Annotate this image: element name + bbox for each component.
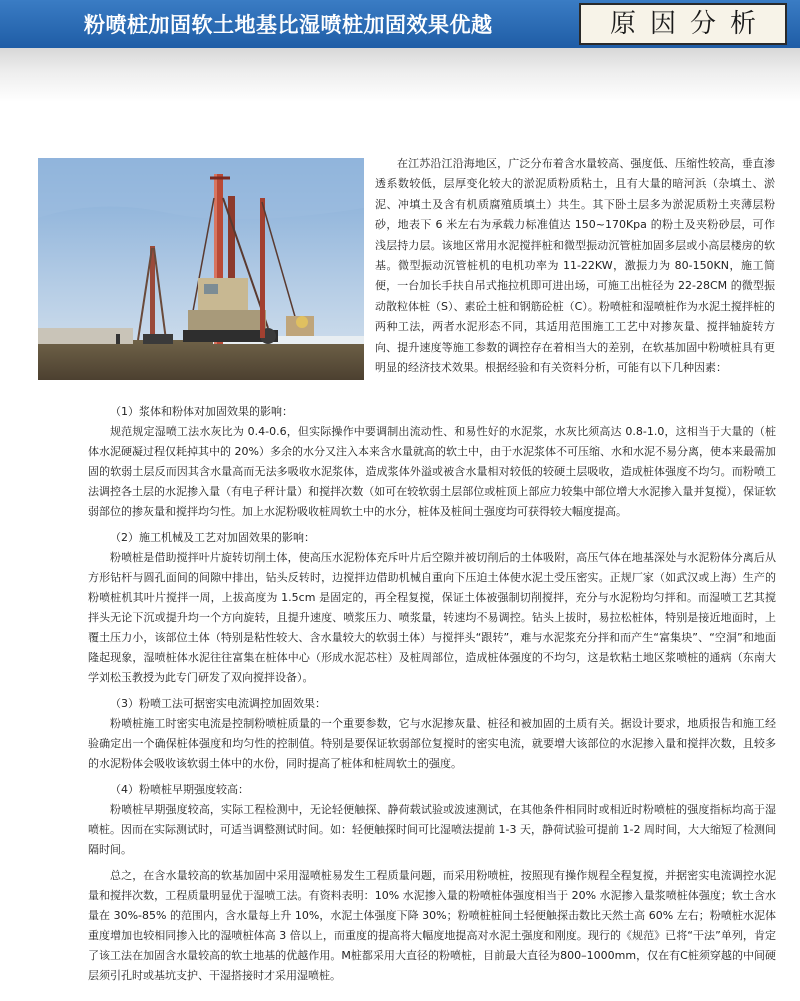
summary-paragraph: 总之，在含水量较高的软基加固中采用湿喷桩易发生工程质量问题，而采用粉喷桩，按照现有操作规程全程复搅，并据密实电流调控水泥量和搅拌次数，工程质量明显优于湿喷工法。有资料表明：10% 水泥掺入量的粉喷桩体强度相当于 20% 水泥掺入量浆喷桩体强度；软土含水量在 30%-85% 的范围内，含水量每上升 10%，水泥土体强度下降 30%；粉喷桩桩间土轻便触探击数比天然土高 60% 左右；粉喷桩水泥体重度增加也较相同掺入比的湿喷桩体高 3 倍以上，而重度的提高将大幅度地提高对水泥土强度和刚度。现行的《规范》已将“干法”单列，肯定了该工法在加固含水量较高的软土地基的优越作用。M桩都采用大直径的粉喷桩，目前最大直径为800–1000mm，仅在有C桩须穿越的中间硬层须引孔时或基坑支护、干湿搭接时才采用湿喷桩。 [88,869,776,982]
section-heading-2: （2）施工机械及工艺对加固效果的影响： [110,531,315,544]
intro-paragraph: 在江苏沿江沿海地区，广泛分布着含水量较高、强度低、压缩性较高，垂直渗透系数较低，层厚变化较大的淤泥质粉质粘土，且有大量的暗河浜（杂填土、淤泥、冲填土及含有机质腐殖质填土）共生。其下卧土层多为淤泥质粉土夹薄层粉砂，地表下 6 米左右为承载力标准值达 150~170Kpa 的粉土及夹粉砂层，可作浅层持力层。该地区常用水泥搅拌桩和微型振动沉管桩加固多层或小高层楼房的软基。微型振动沉管桩机的电机功率为 11-22KW，激振力为 80-150KN，施工简便，一台加长手扶自吊式拖拉机即可进出场，可施工出桩径为 22-28CM 的微型振动散粒体桩（S）、素砼土桩和钢筋砼桩（C）。粉喷桩和湿喷桩作为水泥土搅拌桩的两种工法，两者水泥形态不同，其适用范围施工工艺中对掺灰量、搅拌轴旋转方向、提升速度等施工参数的调控存在着相当大的差别，在软基加固中粉喷桩具有更明显的经济技术效果。根据经验和有关资料分析，可能有以下几种因素： [375,157,775,375]
ground [38,340,364,380]
header-bar [0,0,800,48]
main-body [88,402,776,986]
badge-label: 原因分析 [609,9,770,39]
photo-illustration [38,158,364,380]
page-title: 粉喷桩加固软土地基比湿喷桩加固效果优越 [84,13,493,37]
drilling-rig-photo [38,158,364,380]
section-text-1: 规范规定湿喷工法水灰比为 0.4-0.6，但实际操作中要调制出流动性、和易性好的水泥浆，水灰比须高达 0.8-1.0，这相当于大量的（桩体水泥硬凝过程仅耗掉其中的 20%）多余的水分又注入本来含水量就高的软土中，由于水泥浆体不可压缩、水和水泥不易分离，使本来最需加固的软弱土层反而因其含水量高而无法多吸收水泥浆体，造成浆体外溢或被含水量相对较低的较硬土层吸收，造成桩体强度不均匀。而粉喷工法调控各土层的水泥掺入量（有电子秤计量）和搅拌次数（如可在较软弱土层部位或桩顶上部应力较集中部位增大水泥掺入量并复搅），保证软弱部位的掺灰量和搅拌均匀性。加上水泥粉吸收桩周软土中的水分，桩体及桩间土强度均可获得较大幅度提高。 [88,425,776,518]
worker [116,334,120,344]
section-text-2: 粉喷桩是借助搅拌叶片旋转切削土体，使高压水泥粉体充斥叶片后空隙并被切削后的土体吸附，高压气体在地基深处与水泥粉体分离后从方形钻杆与圆孔面间的间隙中排出，钻头反转时，边搅拌边借助机械自重向下压迫土体使水泥土受压密实。正规厂家（如武汉或上海）生产的粉喷桩机其叶片搅拌一周，上拔高度为 1.5cm 是固定的，再全程复搅，保证土体被强制切削搅拌，充分与水泥粉均匀拌和。而湿喷工艺其搅拌头无论下沉或提升均一个方向旋转，且提升速度、喷浆压力、喷浆量，转速均不易调控。钻头上拔时，易拉松桩体，特别是接近地面时，上覆土压力小，该部位土体（特别是粘性较大、含水量较大的软弱土体）与搅拌头“跟转”，难与水泥浆充分拌和而产生“富集块”、“空洞”和地面隆起现象，湿喷桩体水泥往往富集在桩体中心（形成水泥芯柱）及桩周部位，造成桩体强度的不均匀，这是软粘土地区浆喷桩的通病（东南大学刘松玉教授为此专门研发了双向搅拌设备）。 [88,551,776,684]
section-text-4: 粉喷桩早期强度较高，实际工程检测中，无论轻便触探、静荷载试验或波速测试，在其他条件相同时或相近时粉喷桩的强度指标均高于湿喷桩。因而在实际测试时，可适当调整测试时间。如：轻便触探时间可比湿喷法提前 1-3 天，静荷试验可提前 1-2 周时间，大大缩短了检测间隔时间。 [88,803,776,856]
section-badge [579,3,787,45]
header-gradient-band [0,48,800,102]
section-heading-4: （4）粉喷桩早期强度较高： [110,783,249,796]
section-text-3: 粉喷桩施工时密实电流是控制粉喷桩质量的一个重要参数，它与水泥掺灰量、桩径和被加固的土质有关。据设计要求，地质报告和施工经验确定出一个确保桩体强度和均匀性的控制值。特别是要保证软弱部位复搅时的密实电流，就要增大该部位的水泥掺入量和搅拌次数，且较多的水泥粉体会吸收该软弱土体中的水份，同时提高了桩体和桩周软土的强度。 [88,717,776,770]
section-heading-1: （1）浆体和粉体对加固效果的影响： [110,405,293,418]
section-heading-3: （3）粉喷工法可据密实电流调控加固效果： [110,697,326,710]
